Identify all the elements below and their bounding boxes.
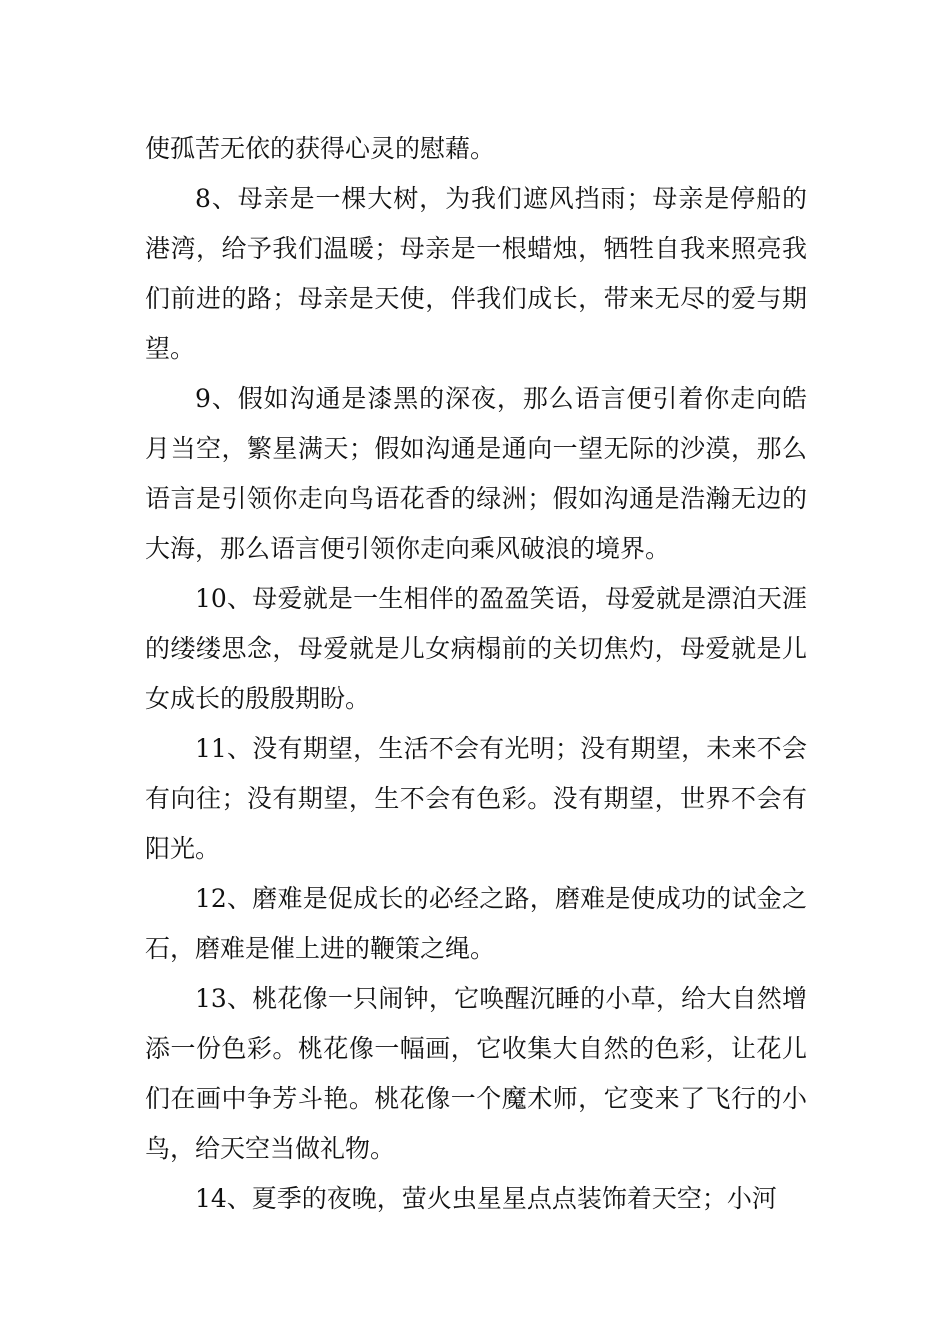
paragraph-item-14: 14、夏季的夜晚，萤火虫星星点点装饰着天空；小河 <box>195 1184 777 1213</box>
paragraph-item-12: 12、磨难是促成长的必经之路，磨难是使成功的试金之石，磨难是催上进的鞭策之绳。 <box>145 884 807 963</box>
paragraph-item-13: 13、桃花像一只闹钟，它唤醒沉睡的小草，给大自然增添一份色彩。桃花像一幅画，它收集大自然的色彩，让花儿们在画中争芳斗艳。桃花像一个魔术师，它变来了飞行的小鸟，给天空当做礼物。 <box>145 984 807 1163</box>
document-body <box>145 124 807 1224</box>
paragraph-item-11: 11、没有期望，生活不会有光明；没有期望，未来不会有向往；没有期望，生不会有色彩。没有期望，世界不会有阳光。 <box>145 734 807 863</box>
paragraph-item-10: 10、母爱就是一生相伴的盈盈笑语，母爱就是漂泊天涯的缕缕思念，母爱就是儿女病榻前的关切焦灼，母爱就是儿女成长的殷殷期盼。 <box>145 584 807 713</box>
paragraph-continuation: 使孤苦无依的获得心灵的慰藉。 <box>145 134 496 163</box>
paragraph-item-9: 9、假如沟通是漆黑的深夜，那么语言便引着你走向皓月当空，繁星满天；假如沟通是通向一望无际的沙漠，那么语言是引领你走向鸟语花香的绿洲；假如沟通是浩瀚无边的大海，那么语言便引领你走向乘风破浪的境界。 <box>145 384 807 563</box>
paragraph-item-8: 8、母亲是一棵大树，为我们遮风挡雨；母亲是停船的港湾，给予我们温暖；母亲是一根蜡烛，牺牲自我来照亮我们前进的路；母亲是天使，伴我们成长，带来无尽的爱与期望。 <box>145 184 807 363</box>
